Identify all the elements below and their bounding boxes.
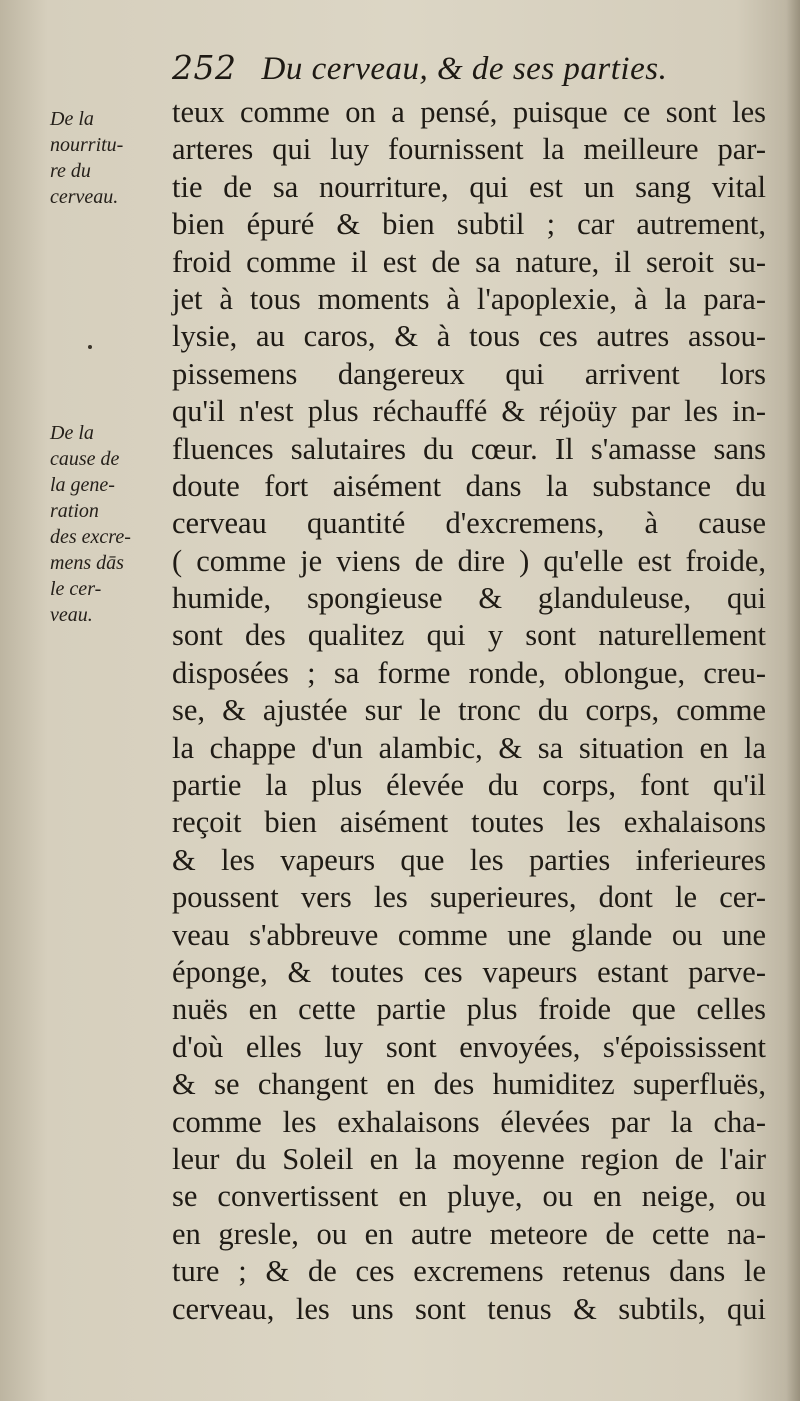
text-line: poussent vers les superieures, dont le cer- <box>172 880 766 915</box>
text-line: veau s'abbreuve comme une glande ou une <box>172 917 766 952</box>
text-line: teux comme on a pensé, puisque ce sont les <box>172 95 766 129</box>
text-line: comme les exhalaisons élevées par la cha- <box>172 1104 766 1139</box>
text-line: froid comme il est de sa nature, il seroit su- <box>172 244 766 279</box>
text-line: bien épuré & bien subtil ; car autrement, <box>172 207 766 242</box>
text-line: la chappe d'un alambic, & sa situation en la <box>172 730 766 765</box>
margin-dot <box>88 345 92 349</box>
text-line: se, & ajustée sur le tronc du corps, comme <box>172 693 766 728</box>
text-line: en gresle, ou en autre meteore de cette na- <box>172 1216 766 1251</box>
margin-note-line: veau. <box>50 604 93 626</box>
text-line: d'où elles luy sont envoyées, s'époississent <box>172 1029 766 1064</box>
margin-note-line: le cer- <box>50 578 102 600</box>
page-edge-shadow <box>786 0 800 1401</box>
text-line: se convertissent en pluye, ou en neige, ou <box>172 1179 766 1214</box>
margin-note-line: mens dās <box>50 552 124 574</box>
margin-note-line: des excre- <box>50 526 131 548</box>
text-line: cerveau quantité d'excremens, à cause <box>172 506 766 541</box>
text-line: reçoit bien aisément toutes les exhalaisons <box>172 805 766 840</box>
text-line: éponge, & toutes ces vapeurs estant parve- <box>172 954 766 989</box>
running-title: Du cerveau, & de ses parties. <box>261 51 668 87</box>
text-line: doute fort aisément dans la substance du <box>172 468 766 503</box>
text-line: ( comme je viens de dire ) qu'elle est froide, <box>172 543 766 578</box>
text-line: lysie, au caros, & à tous ces autres assou- <box>172 319 766 354</box>
margin-note-nourriture <box>50 106 158 210</box>
margin-note-line: De la <box>50 422 94 444</box>
margin-note-line: nourritu- <box>50 134 124 156</box>
running-header <box>172 48 667 88</box>
text-line: fluences salutaires du cœur. Il s'amasse sans <box>172 431 766 466</box>
text-line: jet à tous moments à l'apoplexie, à la para- <box>172 281 766 316</box>
text-line: pissemens dangereux qui arrivent lors <box>172 356 766 391</box>
text-line: arteres qui luy fournissent la meilleure par- <box>172 132 766 167</box>
text-line: & les vapeurs que les parties inferieures <box>172 842 766 877</box>
body-text <box>172 94 766 1328</box>
text-line: nuës en cette partie plus froide que celles <box>172 992 766 1027</box>
page-number: 252 <box>172 48 237 87</box>
margin-note-line: cerveau. <box>50 186 119 208</box>
text-line: ture ; & de ces excremens retenus dans le <box>172 1254 766 1289</box>
margin-note-line: ration <box>50 500 99 522</box>
margin-note-line: cause de <box>50 448 120 470</box>
text-line: leur du Soleil en la moyenne region de l'air <box>172 1141 766 1176</box>
text-line: humide, spongieuse & glanduleuse, qui <box>172 581 766 616</box>
margin-note-line: re du <box>50 160 91 182</box>
text-line: partie la plus élevée du corps, font qu'il <box>172 768 766 803</box>
text-line: & se changent en des humiditez superfluës, <box>172 1067 766 1102</box>
text-line: cerveau, les uns sont tenus & subtils, qui <box>172 1291 766 1326</box>
text-line: tie de sa nourriture, qui est un sang vital <box>172 169 766 204</box>
text-line: qu'il n'est plus réchauffé & réjoüy par les in- <box>172 394 766 429</box>
text-line: disposées ; sa forme ronde, oblongue, creu- <box>172 655 766 690</box>
margin-note-line: De la <box>50 108 94 130</box>
margin-note-line: la gene- <box>50 474 115 496</box>
margin-note-excremens <box>50 420 158 628</box>
text-line: sont des qualitez qui y sont naturellement <box>172 618 766 653</box>
